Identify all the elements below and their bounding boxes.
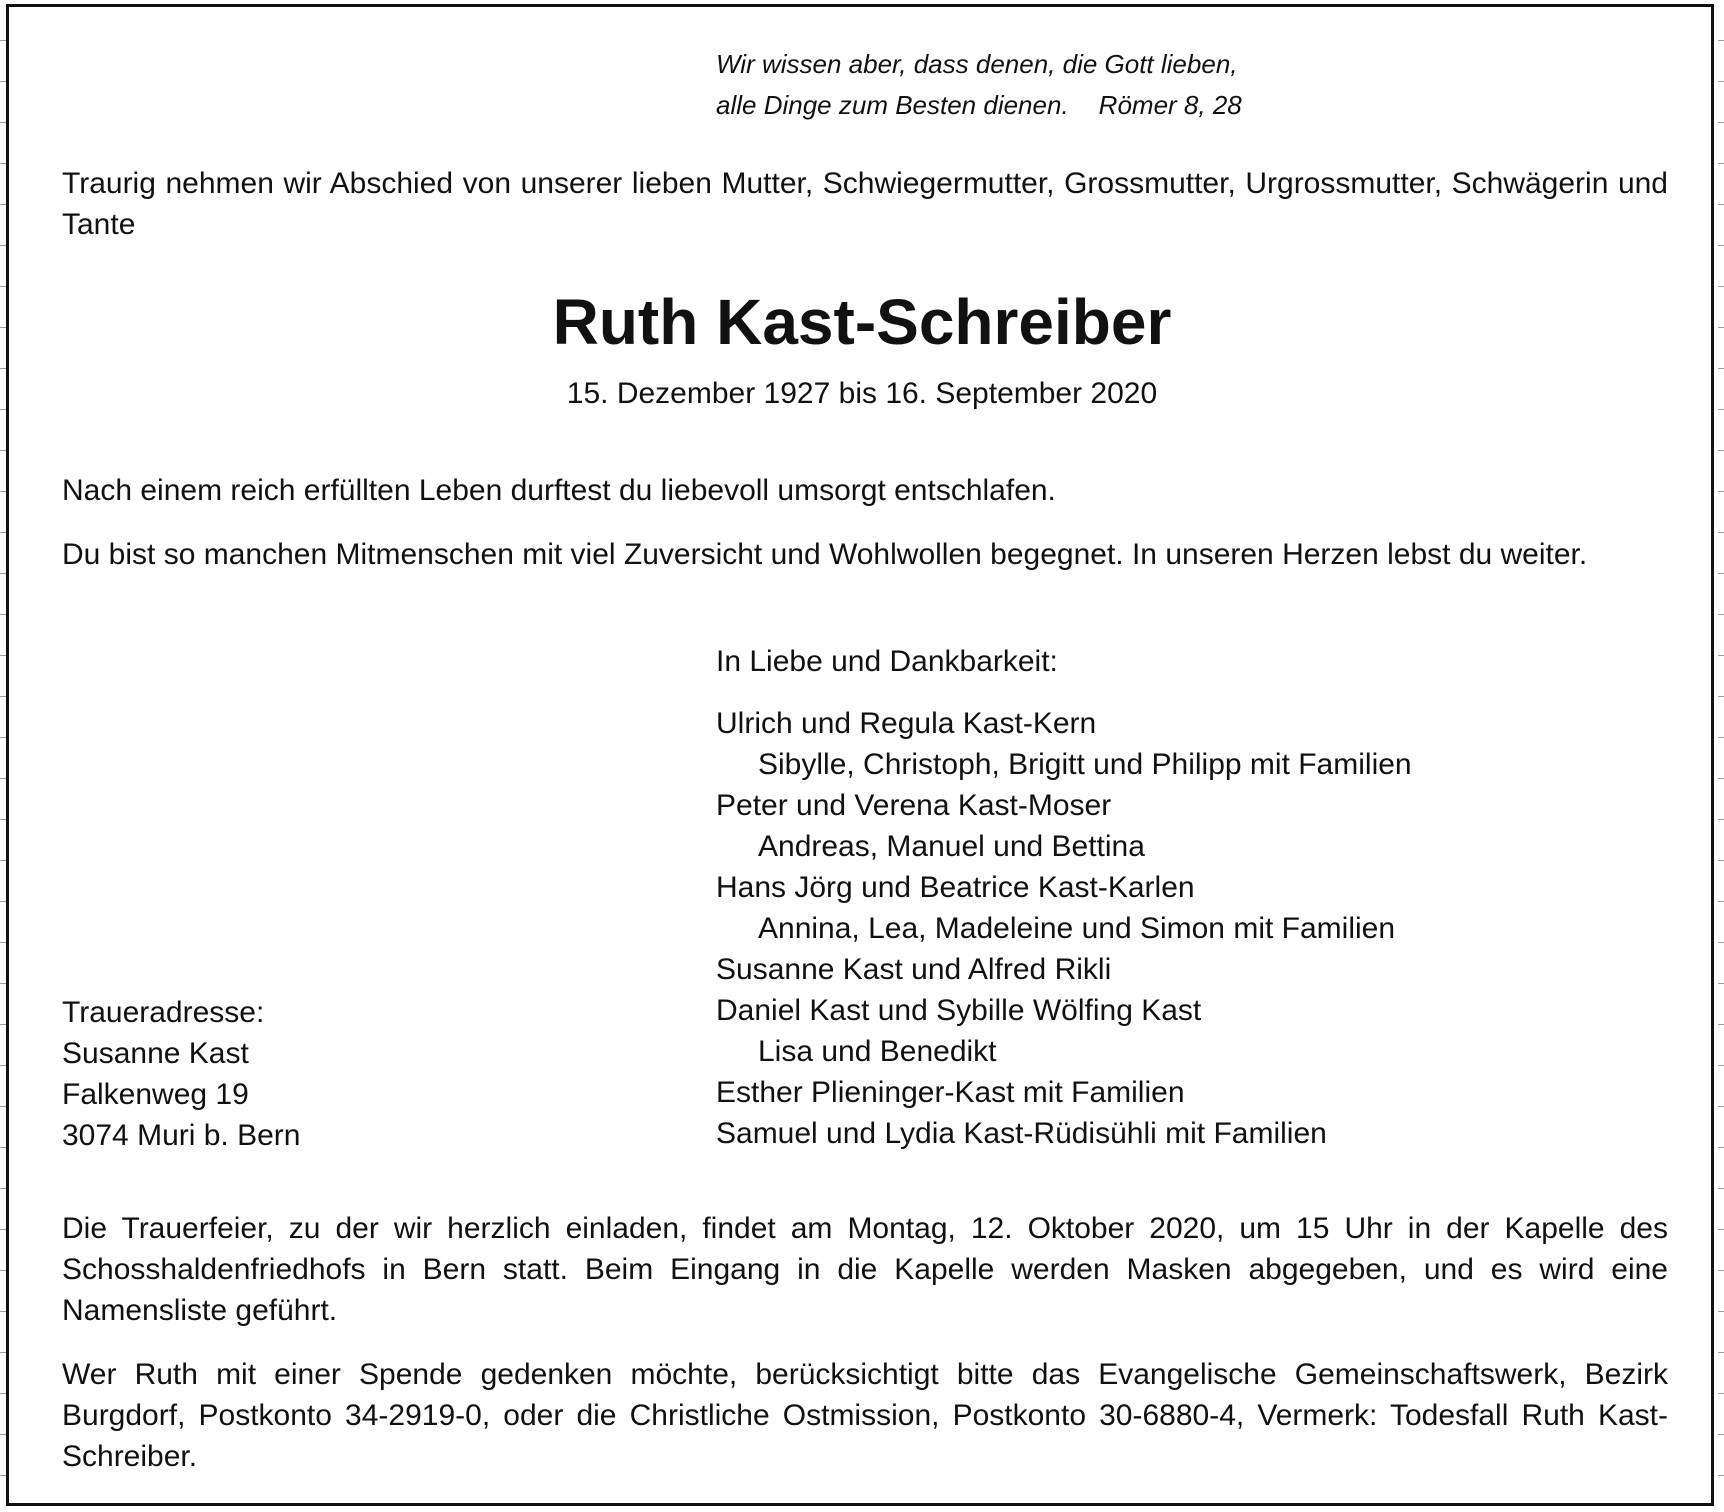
family-member: Andreas, Manuel und Bettina <box>758 830 1145 863</box>
verse-line-2 <box>716 85 1242 126</box>
deceased-name: Ruth Kast-Schreiber <box>552 286 1172 358</box>
closing-line: In Liebe und Dankbarkeit: <box>716 645 1058 678</box>
family-member: Samuel und Lydia Kast-Rüdisühli mit Familien <box>716 1117 1327 1150</box>
address-street: Falkenweg 19 <box>62 1078 249 1111</box>
verse-line-1: Wir wissen aber, dass denen, die Gott lieben, <box>716 49 1238 79</box>
address-city: 3074 Muri b. Bern <box>62 1119 301 1152</box>
ceremony-text: Die Trauerfeier, zu der wir herzlich einladen, findet am Montag, 12. Oktober 2020, um 15 Uhr in der Kapelle des Schosshaldenfriedhofs in Bern statt. Beim Eingang in die Kapelle werden Masken abgegeben, und es wird eine Namensliste geführt. <box>62 1212 1668 1327</box>
family-member: Susanne Kast und Alfred Rikli <box>716 953 1112 986</box>
intro-text: Traurig nehmen wir Abschied von unserer lieben Mutter, Schwiegermutter, Grossmutter, Urgrossmutter, Schwägerin und Tante <box>62 167 1668 241</box>
family-member: Ulrich und Regula Kast-Kern <box>716 707 1097 740</box>
right-edge-marks <box>1718 0 1724 1512</box>
mourning-address <box>62 992 300 1156</box>
paragraph-life: Nach einem reich erfüllten Leben durftest du liebevoll umsorgt entschlafen. <box>62 474 1056 507</box>
paragraph-memory: Du bist so manchen Mitmenschen mit viel Zuversicht und Wohlwollen begegnet. In unseren Herzen lebst du weiter. <box>62 538 1588 571</box>
address-name: Susanne Kast <box>62 1037 249 1070</box>
family-member: Lisa und Benedikt <box>758 1035 997 1068</box>
address-label: Traueradresse: <box>62 996 265 1029</box>
family-member: Daniel Kast und Sybille Wölfing Kast <box>716 994 1202 1027</box>
family-member: Peter und Verena Kast-Moser <box>716 789 1112 822</box>
bible-verse <box>716 44 1242 126</box>
life-dates: 15. Dezember 1927 bis 16. September 2020 <box>566 377 1158 410</box>
verse-line-2-text: alle Dinge zum Besten dienen. <box>716 90 1069 120</box>
family-member: Hans Jörg und Beatrice Kast-Karlen <box>716 871 1195 904</box>
donation-text: Wer Ruth mit einer Spende gedenken möchte, berücksichtigt bitte das Evangelische Gemeinschaftswerk, Bezirk Burgdorf, Postkonto 34-2919-0, oder die Christliche Ostmission, Postkonto 30-6880-4, Vermerk: Todesfall Ruth Kast-Schreiber. <box>62 1358 1668 1473</box>
verse-reference: Römer 8, 28 <box>1098 90 1242 120</box>
family-member: Annina, Lea, Madeleine und Simon mit Familien <box>758 912 1396 945</box>
family-member: Esther Plieninger-Kast mit Familien <box>716 1076 1185 1109</box>
family-list <box>716 703 1412 1154</box>
family-member: Sibylle, Christoph, Brigitt und Philipp mit Familien <box>758 748 1412 781</box>
